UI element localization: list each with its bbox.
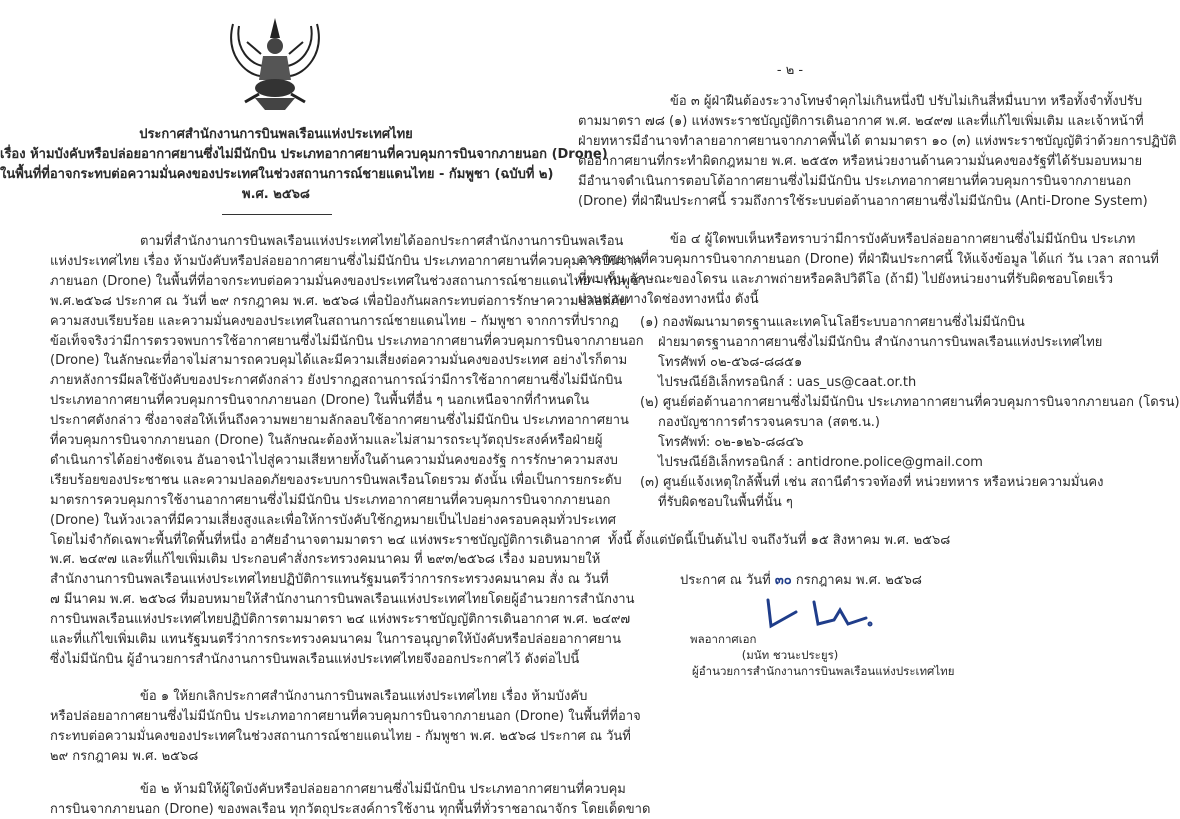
clause-3-line: มีอำนาจดำเนินการตอบโต้อากาศยานซึ่งไม่มีนักบิน ประเภทอากาศยานที่ควบคุมการบินจากภายนอก <box>578 174 1132 189</box>
garuda-emblem-icon <box>225 14 325 116</box>
preamble-line: สำนักงานการบินพลเรือนแห่งประเทศไทยปฏิบัติการแทนรัฐมนตรีว่าการกระทรวงคมนาคม สั่ง ณ วันที่ <box>50 572 609 588</box>
page-2 <box>530 0 1180 814</box>
contact-3-line: (๓) ศูนย์แจ้งเหตุใกล้พื้นที่ เช่น สถานีตำรวจท้องที่ หน่วยทหาร หรือหน่วยความมั่นคง <box>640 475 1104 490</box>
clause-3-line: ข้อ ๓ ผู้ฝ่าฝืนต้องระวางโทษจำคุกไม่เกินหนึ่งปี ปรับไม่เกินสี่หมื่นบาท หรือทั้งจำทั้งปรับ <box>670 94 1143 109</box>
clause-4-line: ข้อ ๔ ผู้ใดพบเห็นหรือทราบว่ามีการบังคับหรือปล่อยอากาศยานซึ่งไม่มีนักบิน ประเภท <box>670 232 1136 247</box>
announcement-date <box>680 572 922 590</box>
clause-1-line: ข้อ ๑ ให้ยกเลิกประกาศสำนักงานการบินพลเรือนแห่งประเทศไทย เรื่อง ห้ามบังคับ <box>140 689 588 704</box>
clause-3-line: (Drone) ที่ฝ่าฝืนประกาศนี้ รวมถึงการใช้ระบบต่อต้านอากาศยานซึ่งไม่มีนักบิน (Anti-Drone System) <box>578 194 1148 209</box>
preamble-line: ภายหลังการมีผลใช้บังคับของประกาศดังกล่าว ยังปรากฏสถานการณ์ว่ามีการใช้อากาศยานซึ่งไม่มีนักบิน <box>50 373 623 389</box>
signer-name: (มนัท ชวนะประยูร) <box>741 648 839 662</box>
preamble-line: ซึ่งไม่มีนักบิน ผู้อำนวยการสำนักงานการบินพลเรือนแห่งประเทศไทยจึงออกประกาศไว้ ดังต่อไปนี้ <box>50 651 580 667</box>
title-divider <box>222 214 332 215</box>
clause-2-line: การบินจากภายนอก (Drone) ของพลเรือน ทุกวัตถุประสงค์การใช้งาน ทุกพื้นที่ทั่วราชอาณาจักร โดยเด็ดขาด <box>50 802 651 817</box>
clause-4-line: ผ่านช่องทางใดช่องทางหนึ่ง ดังนี้ <box>578 292 759 307</box>
preamble-line: การบินพลเรือนแห่งประเทศไทยปฏิบัติการตามมาตรา ๒๔ แห่งพระราชบัญญัติการเดินอากาศ พ.ศ. ๒๔๙๗ <box>50 612 631 628</box>
preamble-line: ประเภทอากาศยานที่ควบคุมการบินจากภายนอก (Drone) ในพื้นที่อื่น ๆ นอกเหนือจากที่กำหนดใน <box>50 393 590 409</box>
preamble-line: ภายนอก (Drone) ในพื้นที่ที่อาจกระทบต่อความมั่นคงของประเทศในช่วงสถานการณ์ชายแดนไทย – กัมพูชา <box>50 273 647 289</box>
preamble-line: (Drone) ในลักษณะที่อาจไม่สามารถควบคุมได้และมีความเสี่ยงต่อความมั่นคงของประเทศ อย่างไรก็ตาม <box>50 353 628 369</box>
contact-1-line: โทรศัพท์ ๐๒-๕๖๘-๘๘๕๑ <box>658 355 803 370</box>
clause-1-line: หรือปล่อยอากาศยานซึ่งไม่มีนักบิน ประเภทอากาศยานที่ควบคุมการบินจากภายนอก (Drone) ในพื้นที่ที่อาจ <box>50 709 641 724</box>
contact-1-line: ฝ่ายมาตรฐานอากาศยานซึ่งไม่มีนักบิน สำนักงานการบินพลเรือนแห่งประเทศไทย <box>658 335 1103 350</box>
clause-3-line: ฝ่ายทหารมีอำนาจทำลายอากาศยานจากภาคพื้นได้ ตามมาตรา ๑๐ (๓) แห่งพระราชบัญญัติว่าด้วยการปฏิบัติ <box>578 134 1177 149</box>
preamble-line: ประกาศดังกล่าว ซึ่งอาจส่อให้เห็นถึงความพยายามลักลอบใช้อากาศยานซึ่งไม่มีนักบิน ประเภทอากาศยาน <box>50 413 629 429</box>
page-number: - ๒ - <box>776 63 804 78</box>
doc-title: ประกาศสำนักงานการบินพลเรือนแห่งประเทศไทย <box>139 127 413 142</box>
doc-subject-line-1: เรื่อง ห้ามบังคับหรือปล่อยอากาศยานซึ่งไม่มีนักบิน ประเภทอากาศยานที่ควบคุมการบินจากภายนอก (Drone) <box>0 147 608 162</box>
preamble-line: และที่แก้ไขเพิ่มเติม แทนรัฐมนตรีว่าการกระทรวงคมนาคม ในการอนุญาตให้บังคับหรือปล่อยอากาศยาน <box>50 632 621 647</box>
preamble-line: โดยไม่จำกัดเฉพาะพื้นที่ใดพื้นที่หนึ่ง อาศัยอำนาจตามมาตรา ๒๔ แห่งพระราชบัญญัติการเดินอากาศ <box>50 532 601 548</box>
clause-2-line: ข้อ ๒ ห้ามมิให้ผู้ใดบังคับหรือปล่อยอากาศยานซึ่งไม่มีนักบิน ประเภทอากาศยานที่ควบคุม <box>140 782 626 797</box>
date-prefix: ประกาศ ณ วันที่ <box>680 573 771 588</box>
clause-1-line: กระทบต่อความมั่นคงของประเทศในช่วงสถานการณ์ชายแดนไทย - กัมพูชา พ.ศ. ๒๕๖๘ ประกาศ ณ วันที่ <box>50 729 631 744</box>
signer-rank: พลอากาศเอก <box>690 632 757 646</box>
effective-period: ทั้งนี้ ตั้งแต่บัดนี้เป็นต้นไป จนถึงวันที่ ๑๕ สิงหาคม พ.ศ. ๒๕๖๘ <box>608 533 951 548</box>
clause-4-line: ที่พบเห็น ลักษณะของโดรน และภาพถ่ายหรือคลิปวิดีโอ (ถ้ามี) ไปยังหน่วยงานที่รับผิดชอบโดยเร็ว <box>578 272 1114 287</box>
preamble-line: ความสงบเรียบร้อย และความมั่นคงของประเทศในสถานการณ์ชายแดนไทย – กัมพูชา จากการที่ปรากฏ <box>50 313 619 329</box>
preamble-line: (Drone) ในห้วงเวลาที่มีความเสี่ยงสูงและเพื่อให้การบังคับใช้กฎหมายเป็นไปอย่างครอบคลุมทั่วประเทศ <box>50 512 616 528</box>
contact-2-line: (๒) ศูนย์ต่อต้านอากาศยานซึ่งไม่มีนักบิน ประเภทอากาศยานที่ควบคุมการบินจากภายนอก (โดรน) <box>640 395 1180 410</box>
date-suffix: กรกฎาคม พ.ศ. ๒๕๖๘ <box>795 573 922 588</box>
preamble-line: ดำเนินการได้อย่างชัดเจน อันอาจนำไปสู่ความเสียหายทั้งในด้านความมั่นคงของรัฐ การรักษาความสงบ <box>50 452 618 468</box>
doc-subject-line-2: ในพื้นที่ที่อาจกระทบต่อความมั่นคงของประเทศในช่วงสถานการณ์ชายแดนไทย - กัมพูชา (ฉบับที่ ๒) <box>0 167 554 182</box>
preamble-line: ตามที่สำนักงานการบินพลเรือนแห่งประเทศไทยได้ออกประกาศสำนักงานการบินพลเรือน <box>140 234 624 249</box>
preamble-line: มาตรการควบคุมการใช้งานอากาศยานซึ่งไม่มีนักบิน ประเภทอากาศยานที่ควบคุมการบินจากภายนอก <box>50 492 611 508</box>
contact-1-line[interactable]: ไปรษณีย์อิเล็กทรอนิกส์ : uas_us@caat.or.th <box>658 375 917 390</box>
doc-year: พ.ศ. ๒๕๖๘ <box>242 187 310 202</box>
preamble-line: ข้อเท็จจริงว่ามีการตรวจพบการใช้อากาศยานซึ่งไม่มีนักบิน ประเภทอากาศยานที่ควบคุมการบินจากภายนอก <box>50 333 644 349</box>
clause-3-line: ตามมาตรา ๗๘ (๑) แห่งพระราชบัญญัติการเดินอากาศ พ.ศ. ๒๔๙๗ และที่แก้ไขเพิ่มเติม และเจ้าหน้าที่ <box>578 114 1144 129</box>
preamble-line: ๗ มีนาคม พ.ศ. ๒๕๖๘ ที่มอบหมายให้สำนักงานการบินพลเรือนแห่งประเทศไทยโดยผู้อำนวยการสำนักงาน <box>50 592 635 608</box>
preamble-line: พ.ศ.๒๕๖๘ ประกาศ ณ วันที่ ๒๙ กรกฎาคม พ.ศ. ๒๕๖๘ เพื่อป้องกันผลกระทบต่อการรักษาความปลอดภัย <box>50 293 628 309</box>
preamble-line: พ.ศ. ๒๔๙๗ และที่แก้ไขเพิ่มเติม ประกอบคำสั่งกระทรวงคมนาคม ที่ ๒๙๓/๒๕๖๘ เรื่อง มอบหมายให้ <box>50 552 601 568</box>
preamble-line: ที่ควบคุมการบินจากภายนอก (Drone) ในลักษณะต้องห้ามและไม่สามารถระบุวัตถุประสงค์หรือฝ่ายผู้ <box>50 433 603 448</box>
clause-4-line: อากาศยานที่ควบคุมการบินจากภายนอก (Drone) ที่ฝ่าฝืนประกาศนี้ ให้แจ้งข้อมูล ได้แก่ วัน เวลา สถานที่ <box>578 252 1159 267</box>
contact-2-line: กองบัญชาการตำรวจนครบาล (สตช.น.) <box>658 415 880 430</box>
clause-3-line: ต่ออากาศยานที่กระทำผิดกฎหมาย พ.ศ. ๒๕๕๓ หรือหน่วยงานด้านความมั่นคงของรัฐที่ได้รับมอบหมาย <box>578 154 1143 169</box>
preamble-line: เรียบร้อยของประชาชน และความปลอดภัยของระบบการบินพลเรือนโดยรวม ดังนั้น เพื่อเป็นการยกระดับ <box>50 472 622 488</box>
contact-2-line: โทรศัพท์: ๐๒-๑๒๖-๘๘๔๖ <box>658 435 804 450</box>
signer-title: ผู้อำนวยการสำนักงานการบินพลเรือนแห่งประเทศไทย <box>692 664 955 678</box>
clause-1-line: ๒๙ กรกฎาคม พ.ศ. ๒๕๖๘ <box>50 749 199 764</box>
contact-1-line: (๑) กองพัฒนามาตรฐานและเทคโนโลยีระบบอากาศยานซึ่งไม่มีนักบิน <box>640 315 1025 330</box>
preamble-line: แห่งประเทศไทย เรื่อง ห้ามบังคับหรือปล่อยอากาศยานซึ่งไม่มีนักบิน ประเภทอากาศยานที่ควบคุมการบินจาก <box>50 253 642 269</box>
signature <box>762 590 872 640</box>
contact-2-line[interactable]: ไปรษณีย์อิเล็กทรอนิกส์ : antidrone.police@gmail.com <box>658 455 983 470</box>
date-day: ๓๐ <box>774 573 792 588</box>
contact-3-line: ที่รับผิดชอบในพื้นที่นั้น ๆ <box>658 495 793 510</box>
